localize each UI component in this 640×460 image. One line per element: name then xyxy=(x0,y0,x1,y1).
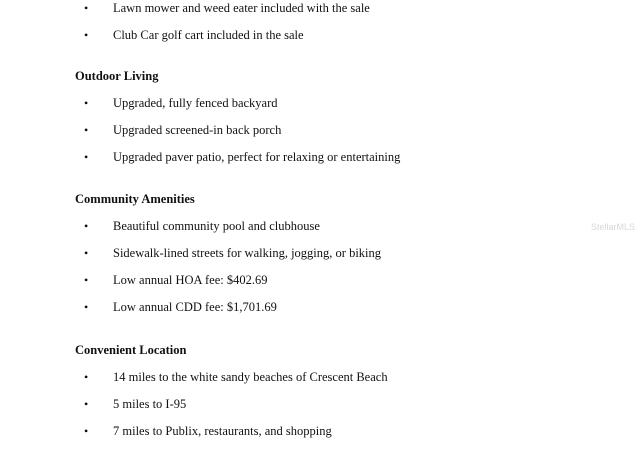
section-heading-community-amenities: Community Amenities xyxy=(75,192,195,206)
bullet-icon: • xyxy=(84,246,89,260)
bullet-icon: • xyxy=(84,28,89,42)
list-item-text: Low annual CDD fee: $1,701.69 xyxy=(113,300,277,314)
section-heading-outdoor-living: Outdoor Living xyxy=(75,69,159,83)
bullet-icon: • xyxy=(84,397,89,411)
bullet-icon: • xyxy=(84,150,89,164)
list-item xyxy=(0,370,620,384)
list-item-text: Sidewalk-lined streets for walking, jogging, or biking xyxy=(113,246,382,260)
list-item xyxy=(0,219,620,233)
section-heading-convenient-location: Convenient Location xyxy=(75,343,187,357)
list-item xyxy=(0,123,620,137)
watermark: StellarMLS xyxy=(591,222,636,232)
list-item xyxy=(0,273,620,287)
list-item-text: 5 miles to I-95 xyxy=(113,397,187,411)
list-item xyxy=(0,96,620,110)
bullet-icon: • xyxy=(84,219,89,233)
bullet-icon: • xyxy=(84,123,89,137)
list-item xyxy=(0,150,620,164)
bullet-icon: • xyxy=(84,424,89,438)
bullet-icon: • xyxy=(84,1,89,15)
list-item xyxy=(0,424,620,438)
list-item xyxy=(0,246,620,260)
list-item-text: Low annual HOA fee: $402.69 xyxy=(113,273,268,287)
list-item-text: Upgraded paver patio, perfect for relaxing or entertaining xyxy=(113,150,401,164)
list-item xyxy=(0,300,620,314)
bullet-icon: • xyxy=(84,370,89,384)
list-item xyxy=(0,1,620,15)
list-item-text: Upgraded screened-in back porch xyxy=(113,123,282,137)
bullet-icon: • xyxy=(84,300,89,314)
list-item xyxy=(0,28,620,42)
list-item-text: 14 miles to the white sandy beaches of Crescent Beach xyxy=(113,370,388,384)
list-item-text: 7 miles to Publix, restaurants, and shopping xyxy=(113,424,332,438)
list-item-text: Club Car golf cart included in the sale xyxy=(113,28,304,42)
bullet-icon: • xyxy=(84,273,89,287)
list-item xyxy=(0,397,620,411)
list-item-text: Upgraded, fully fenced backyard xyxy=(113,96,278,110)
bullet-icon: • xyxy=(84,96,89,110)
list-item-text: Beautiful community pool and clubhouse xyxy=(113,219,320,233)
list-item-text: Lawn mower and weed eater included with the sale xyxy=(113,1,370,15)
